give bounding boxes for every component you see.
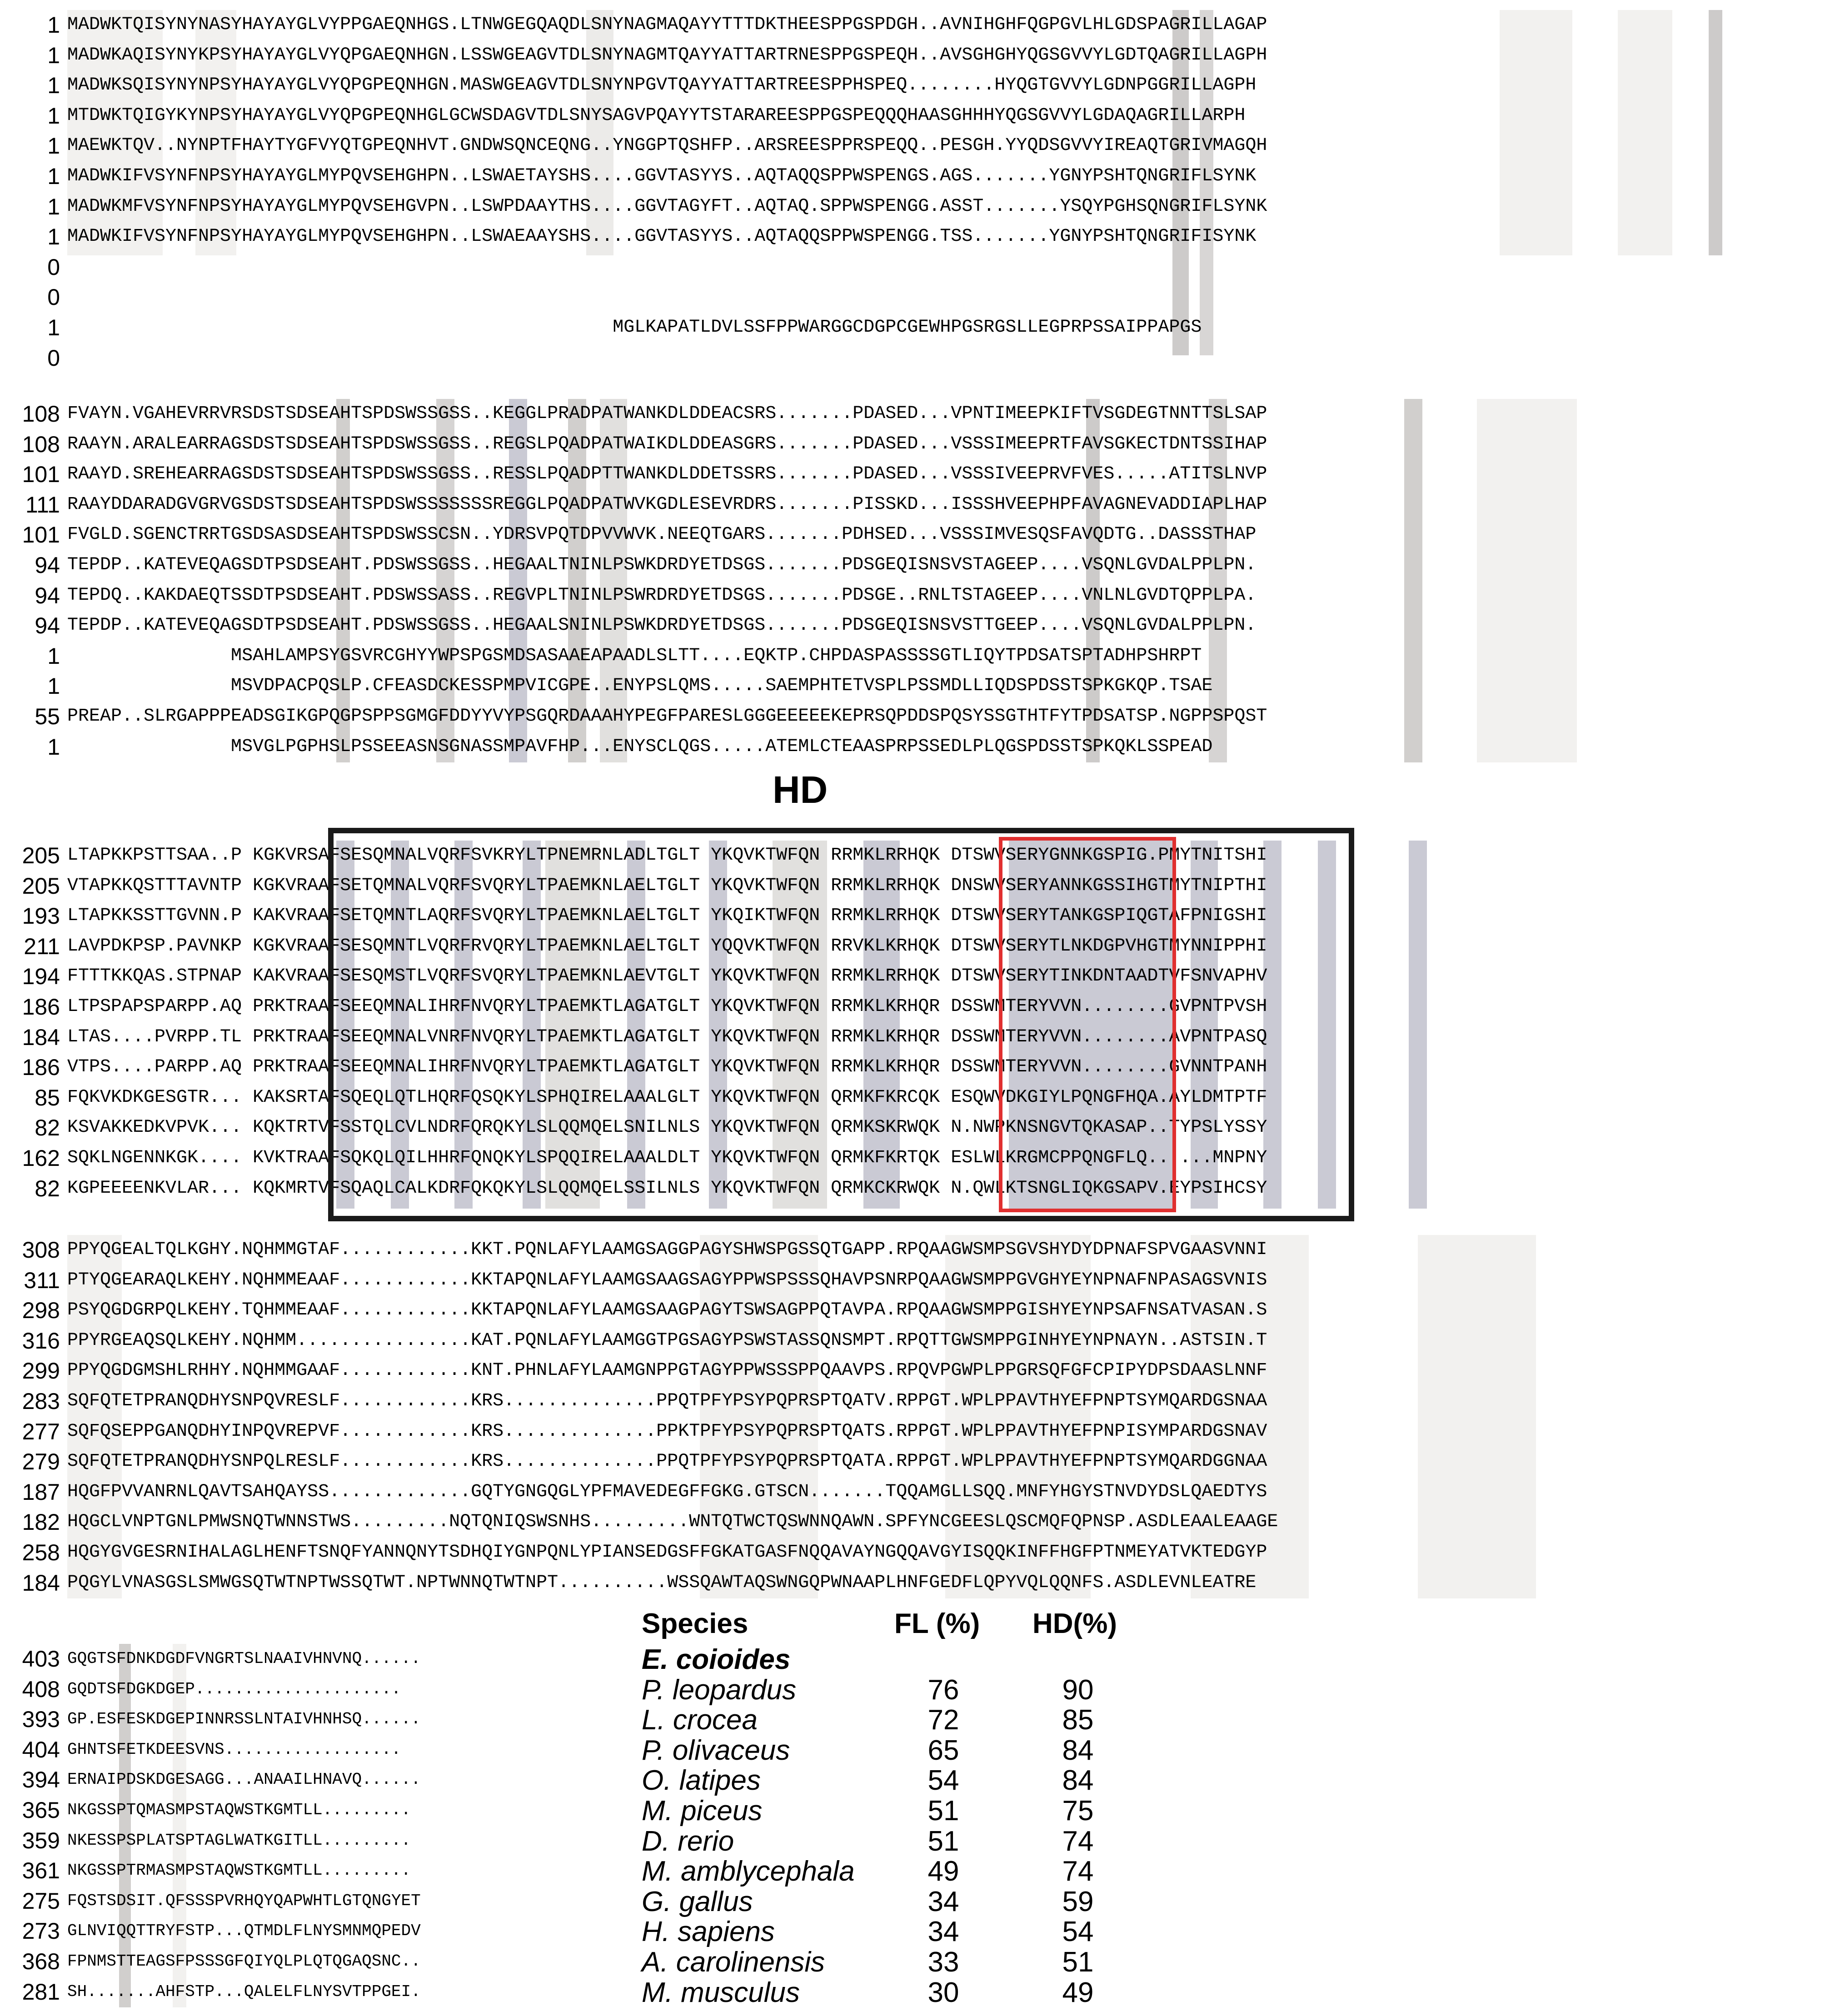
alignment-row	[0, 429, 1835, 459]
sequence-text: VTAPKKQSTTTAVNTP KGKVRAAFSETQMNALVQRFSVQRYLTPAEMKNLAELTGLT YKQVKTWFQN RRMKLRRHQK DNSWVSERYANNKGSSIHGTMYTNIPTHI	[67, 875, 1267, 896]
sequence-text: TEPDP..KATEVEQAGSDTPSDSEAHT.PDSWSSGSS..HEGAALTNINLPSWKDRDYETDSGS.......PDSGEQISNSVSTAGEEP....VSQNLGVDALPPLPN.	[67, 555, 1257, 575]
alignment-row	[0, 520, 1835, 550]
alignment-row	[0, 1417, 1835, 1447]
sequence-text: NKGSSPTQMASMPSTAQWSTKGMTLL.........	[67, 1801, 411, 1819]
residue-position: 187	[22, 1479, 60, 1505]
alignment-row	[0, 70, 1835, 100]
alignment-row	[0, 222, 1835, 252]
residue-position: 283	[22, 1389, 60, 1414]
sequence-text: SQFQTETPRANQDHYSNPQLRESLF............KRS..............PPQTPFYPSYPQPRSPTQATA.RPPGT.WPLPPAVTHYEFPNPTSYMQARDGGNAA	[67, 1451, 1267, 1472]
species-name: M. piceus	[642, 1795, 763, 1827]
sequence-text: NKGSSPTRMASMPSTAQWSTKGMTLL.........	[67, 1861, 411, 1880]
residue-position: 0	[47, 345, 60, 371]
species-name: H. sapiens	[642, 1916, 775, 1948]
hd-identity: 84	[1062, 1734, 1094, 1766]
residue-position: 1	[47, 103, 60, 129]
residue-position: 273	[22, 1918, 60, 1944]
alignment-row	[0, 1644, 1835, 1674]
alignment-row	[0, 671, 1835, 701]
residue-position: 193	[22, 903, 60, 929]
alignment-row	[0, 192, 1835, 222]
fl-identity: 54	[927, 1765, 959, 1797]
alignment-row	[0, 252, 1835, 282]
alignment-row	[0, 101, 1835, 131]
residue-position: 316	[22, 1328, 60, 1354]
alignment-row	[0, 1235, 1835, 1265]
residue-position: 108	[22, 431, 60, 457]
residue-position: 184	[22, 1024, 60, 1050]
sequence-text: GP.ESFESKDGEPINNRSSLNTAIVHNHSQ......	[67, 1710, 421, 1729]
sequence-text: KSVAKKEDKVPVK... KQKTRTVFSSTQLCVLNDRFQRQKYLSLQQMQELSNILNLS YKQVKTWFQN QRMKSKRWQK N.NWPKNSNGVTQKASAP..TYPSLYSSY	[67, 1117, 1267, 1138]
sequence-text: MTDWKTQIGYKYNPSYHAYAYGLVYQPGPEQNHGLGCWSDAGVTDLSNYSAGVPQAYYTSTARAREESPPGSPEQQQHAASGHHHYQGSGVVYLGDAQAGRILLARPH	[67, 105, 1246, 126]
alignment-row	[0, 1507, 1835, 1537]
sequence-text: TEPDQ..KAKDAEQTSSDTPSDSEAHT.PDSWSSASS..REGVPLTNINLPSWRDRDYETDSGS.......PDSGE..RNLTSTAGEEP....VNLNLGVDTQPPLPA.	[67, 585, 1257, 606]
alignment-row	[0, 1538, 1835, 1568]
alignment-row	[0, 459, 1835, 489]
species-name: A. carolinensis	[642, 1946, 825, 1978]
residue-position: 205	[22, 843, 60, 868]
species-name: L. crocea	[642, 1704, 758, 1736]
sequence-text: PTYQGEARAQLKEHY.NQHMMEAAF............KKTAPQNLAFYLAAMGSAAGSAGYPPWSPSSSQHAVPSNRPQAAGWSMPPGVGHYEYNPNAFNPASAGSVNIS	[67, 1269, 1267, 1290]
species-name: M. amblycephala	[642, 1856, 855, 1887]
residue-position: 205	[22, 873, 60, 899]
residue-position: 111	[25, 492, 60, 518]
residue-position: 1	[47, 73, 60, 99]
hd-identity: 74	[1062, 1825, 1094, 1857]
residue-position: 361	[22, 1858, 60, 1884]
fl-identity: 76	[927, 1674, 959, 1706]
fl-identity: 49	[927, 1856, 959, 1887]
sequence-text: FTTTKKQAS.STPNAP KAKVRAAFSESQMSTLVQRFSVQRYLTPAEMKNLAEVTGLT YKQVKTWFQN RRMKLRRHQK DTSWVSERYTINKDNTAADTVFSNVAPHV	[67, 966, 1267, 987]
sequence-text: GLNVIQQTTRYFSTP...QTMDLFLNYSMNMQPEDV	[67, 1921, 421, 1941]
sequence-text: FQKVKDKGESGTR... KAKSRTAFSQEQLQTLHQRFQSQKYLSPHQIRELAAALGLT YKQVKTWFQN QRMKFKRCQK ESQWVDKGIYLPQNGFHQA.AYLDMTPTF	[67, 1087, 1267, 1108]
sequence-text: SQKLNGENNKGK.... KVKTRAAFSQKQLQILHHRFQNQKYLSPQQIRELAAALDLT YKQVKTWFQN QRMKFKRTQK ESLWLKRGMCPPQNGFLQ......MNPNY	[67, 1148, 1267, 1168]
fl-identity: 72	[927, 1704, 959, 1736]
residue-position: 365	[22, 1797, 60, 1823]
sequence-text: MADWKMFVSYNFNPSYHAYAYGLMYPQVSEHGVPN..LSWPDAAYTHS....GGVTAGYFT..AQTAQ.SPPWSPENGG.ASST.......YSQYPGHSQNGRIFLSYNK	[67, 196, 1267, 217]
homeodomain-box	[328, 828, 1354, 1221]
sequence-text: MADWKAQISYNYKPSYHAYAYGLVYQPGAEQNHGN.LSSWGEAGVTDLSNYNAGMTQAYYATTARTRNESPPGSPEQH..AVSGHGHYQGSGVVYLGDTQAGRILLAGPH	[67, 45, 1267, 65]
alignment-row	[0, 1477, 1835, 1507]
sequence-text: RAAYN.ARALEARRAGSDSTSDSEAHTSPDSWSSGSS..REGSLPQADPATWAIKDLDDEASGRS.......PDASED...VSSSIMEEPRTFAVSGKECTDNTSSIHAP	[67, 433, 1267, 454]
sequence-text: MAEWKTQV..NYNPTFHAYTYGFVYQTGPEQNHVT.GNDWSQNCEQNG..YNGGPTQSHFP..ARSREESPPRSPEQQ..PESGH.YYQDSGVVYIREAQTGRIVMAGQH	[67, 135, 1267, 156]
sequence-text: RAAYD.SREHEARRAGSDSTSDSEAHTSPDSWSSGSS..RESSLPQADPTTWANKDLDDETSSRS.......PDASED...VSSSIVEEPRVFVES.....ATITSLNVP	[67, 464, 1267, 485]
residue-position: 308	[22, 1237, 60, 1263]
sequence-text: MSAHLAMPSYGSVRCGHYYWPSPGSMDSASAAEAPAADLSLTT....EQKTP.CHPDASPASSSSGTLIQYTPDSATSPTADHPSHRPT	[67, 645, 1202, 666]
hd-identity: 54	[1062, 1916, 1094, 1948]
wfqn-motif-box	[999, 837, 1176, 1212]
residue-position: 94	[35, 553, 60, 578]
hd-identity: 75	[1062, 1795, 1094, 1827]
alignment-row	[0, 1295, 1835, 1325]
alignment-row	[0, 131, 1835, 161]
species-name: P. leopardus	[642, 1674, 797, 1706]
residue-position: 82	[35, 1115, 60, 1141]
species-name: E. coioides	[642, 1644, 791, 1675]
residue-position: 1	[47, 164, 60, 189]
alignment-row	[0, 1265, 1835, 1295]
residue-position: 1	[47, 734, 60, 760]
sequence-text: HQGFPVVANRNLQAVTSAHQAYSS.............GQTYGNGQGLYPFMAVEDEGFFGKG.GTSCN.......TQQAMGLLSQQ.MNFYHGYSTNVDYDSLQAEDTYS	[67, 1481, 1267, 1502]
sequence-text: ERNAIPDSKDGESAGG...ANAAILHNAVQ......	[67, 1770, 421, 1789]
residue-position: 281	[22, 1979, 60, 2005]
fl-header: FL (%)	[894, 1608, 980, 1639]
residue-position: 258	[22, 1540, 60, 1565]
alignment-row	[0, 10, 1835, 40]
residue-position: 194	[22, 964, 60, 990]
sequence-text: NKESSPSPLATSPTAGLWATKGITLL.........	[67, 1831, 411, 1850]
fl-identity: 51	[927, 1795, 959, 1827]
residue-position: 1	[47, 42, 60, 68]
residue-position: 1	[47, 12, 60, 38]
residue-position: 94	[35, 613, 60, 639]
sequence-text: MADWKIFVSYNFNPSYHAYAYGLMYPQVSEHGHPN..LSWAETAYSHS....GGVTASYYS..AQTAQQSPPWSPENGS.AGS.......YGNYPSHTQNGRIFLSYNK	[67, 166, 1257, 186]
sequence-text: SQFQTETPRANQDHYSNPQVRESLF............KRS..............PPQTPFYPSYPQPRSPTQATV.RPPGT.WPLPPAVTHYEFPNPTSYMQARDGSNAA	[67, 1391, 1267, 1411]
residue-position: 184	[22, 1570, 60, 1596]
residue-position: 1	[47, 673, 60, 699]
sequence-text: LTAS....PVRPP.TL PRKTRAAFSEEQMNALVNRFNVQRYLTPAEMKTLAGATGLT YKQVKTWFQN RRMKLKRHQR DSSWMTERYVVN........AVPNTPASQ	[67, 1026, 1267, 1047]
sequence-text: MSVDPACPQSLP.CFEASDCKESSPMPVICGPE..ENYPSLQMS.....SAEMPHTETVSPLPSSMDLLIQDSPDSSTSPKGKQP.TSAE	[67, 676, 1213, 697]
alignment-row	[0, 702, 1835, 732]
fl-identity: 34	[927, 1886, 959, 1917]
sequence-text: PPYRGEAQSQLKEHY.NQHMM................KAT.PQNLAFYLAAMGGTPGSAGYPSWSTASSQNSMPT.RPQTTGWSMPPGINHYEYNPNAYN..ASTSIN.T	[67, 1330, 1267, 1351]
sequence-text: FVAYN.VGAHEVRRVRSDSTSDSEAHTSPDSWSSGSS..KEGGLPRADPATWANKDLDDEACSRS.......PDASED...VPNTIMEEPKIFTVSGDEGTNNTTSLSAP	[67, 403, 1267, 424]
residue-position: 85	[35, 1085, 60, 1110]
fl-identity: 65	[927, 1734, 959, 1766]
sequence-text: GQDTSFDGKDGEP.....................	[67, 1679, 401, 1698]
residue-position: 162	[22, 1145, 60, 1171]
alignment-row	[0, 611, 1835, 641]
residue-position: 101	[22, 522, 60, 548]
residue-position: 298	[22, 1298, 60, 1324]
sequence-text: FPNMSTTEAGSFPSSSGFQIYQLPLQTQGAQSNC..	[67, 1952, 421, 1971]
alignment-row	[0, 490, 1835, 520]
hd-header: HD(%)	[1032, 1608, 1117, 1639]
hd-identity: 90	[1062, 1674, 1094, 1706]
residue-position: 408	[22, 1676, 60, 1702]
sequence-text: MSVGLPGPHSLPSSEEASNSGNASSMPAVFHP...ENYSCLQGS.....ATEMLCTEAASPRPSSEDLPLQGSPDSSTSPKQKLSSPEAD	[67, 736, 1213, 757]
alignment-row	[0, 282, 1835, 312]
species-name: O. latipes	[642, 1765, 761, 1797]
sequence-text: HQGYGVGESRNIHALAGLHENFTSNQFYANNQNYTSDHQIYGNPQNLYPIANSEDGSFFGKATGASFNQQAVAYNGQQAVGYISQQKINFFHGFPTNMEYATVKTEDGYP	[67, 1542, 1267, 1563]
sequence-text: RAAYDDARADGVGRVGSDSTSDSEAHTSPDSWSSSSSSSREGGLPQADPATWVKGDLESEVRDRS.......PISSKD...ISSSHVEEPHPFAVAGNEVADDIAPLHAP	[67, 494, 1267, 515]
hd-identity: 74	[1062, 1856, 1094, 1887]
sequence-text: MADWKSQISYNYNPSYHAYAYGLVYQPGPEQNHGN.MASWGEAGVTDLSNYNPGVTQAYYATTARTREESPPHSPEQ........HYQGTGVVYLGDNPGGRILLAGPH	[67, 75, 1257, 96]
sequence-text: TEPDP..KATEVEQAGSDTPSDSEAHT.PDSWSSGSS..HEGAALSNINLPSWKDRDYETDSGS.......PDSGEQISNSVSTTGEEP....VSQNLGVDALPPLPN.	[67, 615, 1257, 636]
residue-position: 82	[35, 1175, 60, 1201]
residue-position: 1	[47, 194, 60, 219]
fl-identity: 33	[927, 1946, 959, 1978]
hd-domain-label: HD	[773, 768, 828, 811]
residue-position: 0	[47, 284, 60, 310]
sequence-text: LTPSPAPSPARPP.AQ PRKTRAAFSEEQMNALIHRFNVQRYLTPAEMKTLAGATGLT YKQVKTWFQN RRMKLKRHQR DSSWMTERYVVN........GVPNTPVSH	[67, 996, 1267, 1017]
alignment-row	[0, 1356, 1835, 1386]
residue-position: 279	[22, 1449, 60, 1475]
species-header: Species	[642, 1608, 748, 1639]
sequence-text: GHNTSFETKDEESVNS..................	[67, 1740, 401, 1759]
sequence-text: VTPS....PARPP.AQ PRKTRAAFSEEQMNALIHRFNVQRYLTPAEMKTLAGATGLT YKQVKTWFQN RRMKLKRHQR DSSWMTERYVVN........GVNNTPANH	[67, 1057, 1267, 1078]
sequence-text: PPYQGEALTQLKGHY.NQHMMGTAF............KKT.PQNLAFYLAAMGSAGGPAGYSHWSPGSSQTGAPP.RPQAAGWSMPSGVSHYDYDPNAFSPVGAASVNNI	[67, 1239, 1267, 1260]
residue-position: 393	[22, 1707, 60, 1732]
residue-position: 1	[47, 643, 60, 669]
alignment-row	[0, 641, 1835, 671]
hd-identity: 84	[1062, 1765, 1094, 1797]
sequence-text: PPYQGDGMSHLRHHY.NQHMMGAAF............KNT.PHNLAFYLAAMGNPPGTAGYPPWSSSPPQAAVPS.RPQVPGWPLPPGRSQFGFCPIPYDPSDAASLNNF	[67, 1360, 1267, 1381]
alignment-row	[0, 40, 1835, 70]
alignment-row	[0, 1447, 1835, 1477]
alignment-row	[0, 313, 1835, 343]
residue-position: 275	[22, 1888, 60, 1914]
sequence-text: FVGLD.SGENCTRRTGSDSASDSEAHTSPDSWSSCSN..YDRSVPQTDPVVWVK.NEEQTGARS.......PDHSED...VSSSIMVESQSFAVQDTG..DASSSTHAP	[67, 524, 1257, 545]
residue-position: 403	[22, 1646, 60, 1672]
alignment-row	[0, 550, 1835, 580]
residue-position: 1	[47, 315, 60, 340]
sequence-text: KGPEEEENKVLAR... KQKMRTVFSQAQLCALKDRFQKQKYLSLQQMQELSSILNLS YKQVKTWFQN QRMKCKRWQK N.QWLKTSNGLIQKGSAPV.EYPSIHCSY	[67, 1178, 1267, 1199]
sequence-text: MADWKTQISYNYNASYHAYAYGLVYPPGAEQNHGS.LTNWGEGQAQDLSNYNAGMAQAYYTTTDKTHEESPPGSPDGH..AVNIHGHFQGPGVLHLGDSPAGRILLAGAP	[67, 15, 1267, 35]
hd-identity: 85	[1062, 1704, 1094, 1736]
sequence-text: GQGTSFDNKDGDFVNGRTSLNAAIVHNVNQ......	[67, 1649, 421, 1668]
sequence-text: MGLKAPATLDVLSSFPPWARGGCDGPCGEWHPGSRGSLLEGPRPSSAIPPAPGS	[67, 317, 1202, 338]
species-name: G. gallus	[642, 1886, 753, 1917]
alignment-row	[0, 1386, 1835, 1416]
residue-position: 394	[22, 1767, 60, 1793]
alignment-row	[0, 1568, 1835, 1598]
sequence-text: SQFQSEPPGANQDHYINPQVREPVF............KRS..............PPKTPFYPSYPQPRSPTQATS.RPPGT.WPLPPAVTHYEFPNPISYMPARDGSNAV	[67, 1421, 1267, 1442]
alignment-row	[0, 161, 1835, 191]
residue-position: 311	[24, 1267, 60, 1293]
residue-position: 299	[22, 1358, 60, 1384]
sequence-text: HQGCLVNPTGNLPMWSNQTWNNSTWS.........NQTQNIQSWSNHS.........WNTQTWCTQSWNNQAWN.SPFYNCGEESLQSCMQFQPNSP.ASDLEAALEAAGE	[67, 1512, 1278, 1533]
fl-identity: 30	[927, 1976, 959, 2008]
species-name: P. olivaceus	[642, 1734, 790, 1766]
species-name: D. rerio	[642, 1825, 734, 1857]
sequence-text: LTAPKKSSTTGVNN.P KAKVRAAFSETQMNTLAQRFSVQRYLTPAEMKNLAELTGLT YKQIKTWFQN RRMKLRRHQK DTSWVSERYTANKGSPIQGTAFPNIGSHI	[67, 906, 1267, 926]
hd-identity: 49	[1062, 1976, 1094, 2008]
sequence-text: SH.......AHFSTP...QALELFLNYSVTPPGEI.	[67, 1982, 421, 2001]
sequence-text: PQGYLVNASGSLSMWGSQTWTNPTWSSQTWT.NPTWNNQTWTNPT..........WSSQAWTAQSWNGQPWNAAPLHNFGEDFLQPYVQLQQNFS.ASDLEVNLEATRE	[67, 1572, 1257, 1593]
sequence-text: PSYQGDGRPQLKEHY.TQHMMEAAF............KKTAPQNLAFYLAAMGSAAGPAGYTSWSAGPPQTAVPA.RPQAAGWSMPPGISHYEYNPSAFNSATVASAN.S	[67, 1300, 1267, 1321]
residue-position: 404	[22, 1737, 60, 1762]
residue-position: 55	[35, 704, 60, 729]
residue-position: 101	[22, 462, 60, 488]
residue-position: 211	[24, 933, 60, 959]
residue-position: 1	[47, 224, 60, 250]
sequence-text: LTAPKKPSTTSAA..P KGKVRSAFSESQMNALVQRFSVKRYLTPNEMRNLADLTGLT YKQVKTWFQN RRMKLRRHQK DTSWVSERYGNNKGSPIG.PMYTNITSHI	[67, 845, 1267, 866]
hd-identity: 51	[1062, 1946, 1094, 1978]
alignment-row	[0, 1326, 1835, 1356]
residue-position: 94	[35, 582, 60, 608]
fl-identity: 51	[927, 1825, 959, 1857]
residue-position: 186	[22, 1055, 60, 1080]
alignment-row	[0, 343, 1835, 373]
alignment-row	[0, 581, 1835, 611]
residue-position: 368	[22, 1949, 60, 1974]
residue-position: 277	[22, 1419, 60, 1444]
sequence-text: FQSTSDSIT.QFSSSPVRHQYQAPWHTLGTQNGYET	[67, 1891, 421, 1910]
sequence-text: LAVPDKPSP.PAVNKP KGKVRAAFSESQMNTLVQRFRVQRYLTPAEMKNLAELTGLT YQQVKTWFQN RRVKLKRHQK DTSWVSERYTLNKDGPVHGTMYNNIPPHI	[67, 936, 1267, 956]
alignment-row	[0, 399, 1835, 429]
hd-identity: 59	[1062, 1886, 1094, 1917]
fl-identity: 34	[927, 1916, 959, 1948]
residue-position: 0	[47, 254, 60, 280]
sequence-text: MADWKIFVSYNFNPSYHAYAYGLMYPQVSEHGHPN..LSWAEAAYSHS....GGVTASYYS..AQTAQQSPPWSPENGG.TSS.......YGNYPSHTQNGRIFISYNK	[67, 226, 1257, 247]
sequence-text: PREAP..SLRGAPPPEADSGIKGPQGPSPPSGMGFDDYYVYPSGQRDAAAHYPEGFPARESLGGGEEEEEKEPRSQPDDSPQSYSSGTHTFYTPDSATSP.NGPPSPQST	[67, 706, 1267, 727]
residue-position: 108	[22, 401, 60, 427]
residue-position: 186	[22, 994, 60, 1020]
residue-position: 182	[22, 1509, 60, 1535]
alignment-row	[0, 732, 1835, 762]
species-name: M. musculus	[642, 1976, 800, 2008]
residue-position: 1	[47, 133, 60, 159]
residue-position: 359	[22, 1827, 60, 1853]
